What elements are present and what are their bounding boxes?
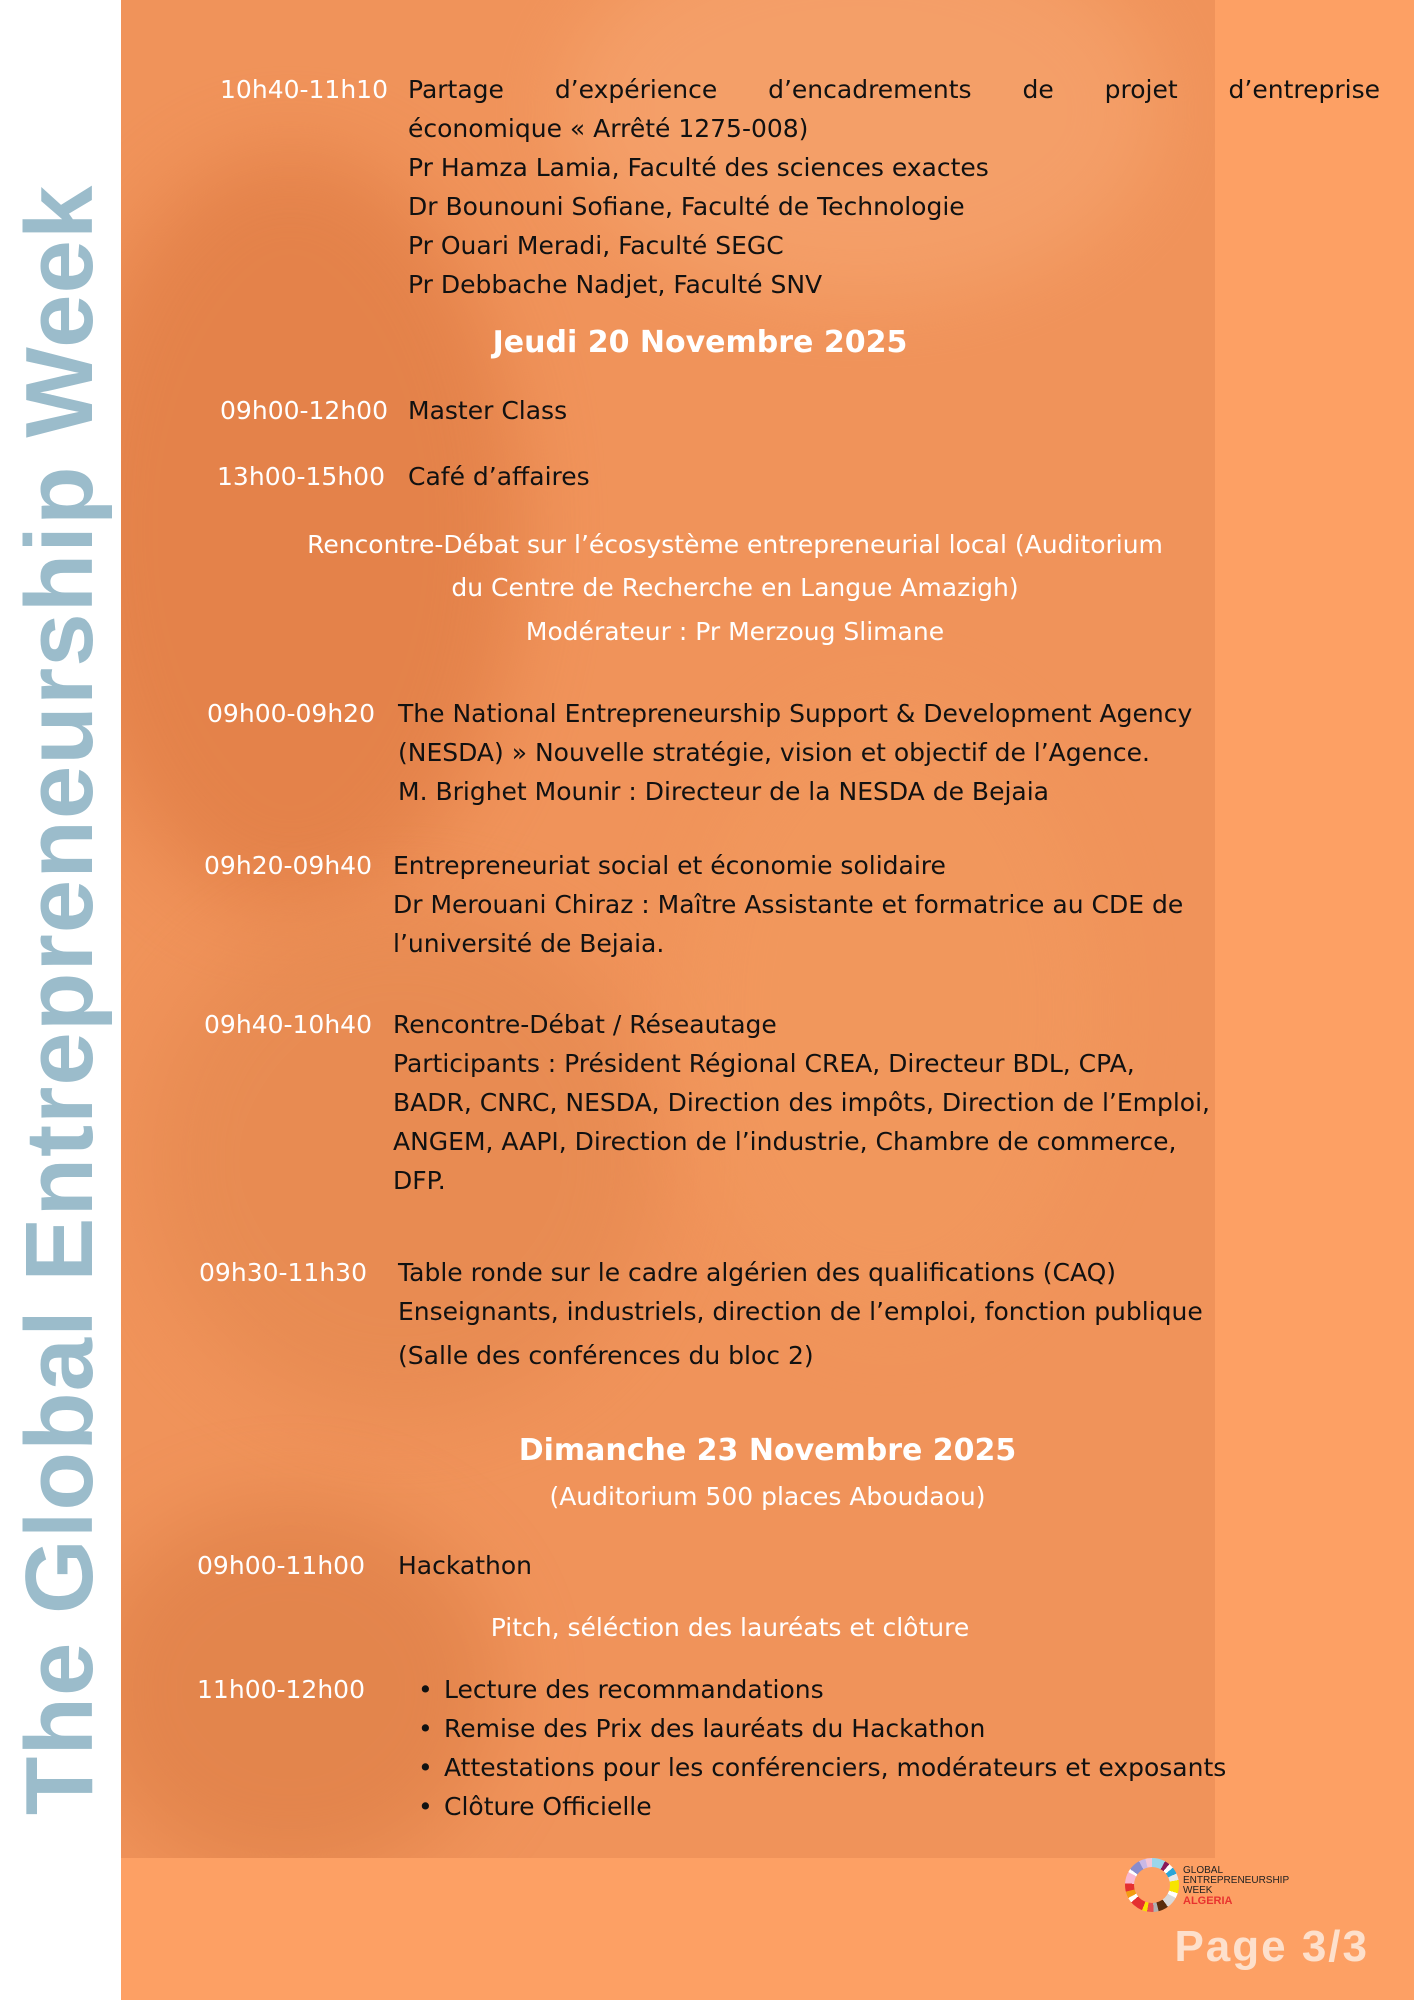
session-title: Partage d’expérience d’encadrements de projet d’entreprise	[408, 75, 1380, 104]
logo-line: ENTREPRENEURSHIP	[1183, 1875, 1290, 1886]
session-title: The National Entrepreneurship Support & Development Agency	[398, 699, 1193, 728]
debate-title: Rencontre-Débat sur l’écosystème entrepreneurial local (Auditorium	[307, 530, 1163, 559]
logo-ring-icon	[1125, 1858, 1179, 1912]
gew-algeria-logo	[1125, 1858, 1315, 1914]
session-title: Entrepreneuriat social et économie solidaire	[393, 851, 946, 880]
session-time: 09h20-09h40	[204, 851, 372, 880]
day-heading: Jeudi 20 Novembre 2025	[492, 325, 908, 360]
day-venue: (Auditorium 500 places Aboudaou)	[549, 1482, 986, 1511]
debate-moderator: Modérateur : Pr Merzoug Slimane	[525, 617, 945, 646]
participants-line: DFP.	[393, 1166, 446, 1195]
page-number: Page 3/3	[1174, 1922, 1369, 1971]
session-time: 11h00-12h00	[197, 1675, 365, 1704]
session-title: Master Class	[408, 396, 568, 425]
day-heading: Dimanche 23 Novembre 2025	[518, 1433, 1017, 1468]
session-time: 10h40-11h10	[220, 75, 388, 104]
session-time: 09h30-11h30	[199, 1258, 367, 1287]
closing-list-item: • Attestations pour les conférenciers, modérateurs et exposants	[412, 1748, 1226, 1787]
closing-list-item: • Clôture Officielle	[412, 1787, 1226, 1826]
session-time: 09h40-10h40	[204, 1010, 372, 1039]
closing-list-item: • Remise des Prix des lauréats du Hackathon	[412, 1709, 1226, 1748]
participants-line: BADR, CNRC, NESDA, Direction des impôts, Direction de l’Emploi,	[393, 1088, 1210, 1117]
speaker-line: Dr Merouani Chiraz : Maître Assistante et formatrice au CDE de	[393, 890, 1184, 919]
speaker-line: l’université de Bejaia.	[393, 929, 665, 958]
logo-text	[1183, 1866, 1289, 1906]
speaker-line: M. Brighet Mounir : Directeur de la NESDA de Bejaia	[398, 777, 1049, 806]
session-line: (NESDA) » Nouvelle stratégie, vision et objectif de l’Agence.	[398, 738, 1150, 767]
session-time: 09h00-09h20	[207, 699, 375, 728]
speaker-line: Pr Hamza Lamia, Faculté des sciences exactes	[408, 153, 989, 182]
session-line: Enseignants, industriels, direction de l’emploi, fonction publique	[398, 1297, 1203, 1326]
closing-list-item: • Lecture des recommandations	[412, 1670, 1226, 1709]
speaker-line: Dr Bounouni Sofiane, Faculté de Technologie	[408, 192, 965, 221]
closing-title: Pitch, séléction des lauréats et clôture	[490, 1613, 970, 1642]
session-time: 09h00-12h00	[220, 396, 388, 425]
sidebar-title: The Global Entrepreneurship Week	[6, 184, 113, 1816]
logo-line: GLOBAL	[1183, 1865, 1224, 1876]
participants-line: Participants : Président Régional CREA, Directeur BDL, CPA,	[393, 1049, 1135, 1078]
session-venue: (Salle des conférences du bloc 2)	[398, 1341, 814, 1370]
session-title: Hackathon	[398, 1551, 533, 1580]
session-title: Café d’affaires	[408, 462, 590, 491]
session-title: Rencontre-Débat / Réseautage	[393, 1010, 777, 1039]
logo-line: WEEK	[1183, 1885, 1213, 1896]
debate-venue: du Centre de Recherche en Langue Amazigh)	[451, 573, 1019, 602]
session-time: 09h00-11h00	[197, 1551, 365, 1580]
session-line: économique « Arrêté 1275-008)	[408, 114, 809, 143]
speaker-line: Pr Debbache Nadjet, Faculté SNV	[408, 270, 823, 299]
session-time: 13h00-15h00	[217, 462, 385, 491]
participants-line: ANGEM, AAPI, Direction de l’industrie, Chambre de commerce,	[393, 1127, 1177, 1156]
session-title: Table ronde sur le cadre algérien des qualifications (CAQ)	[398, 1258, 1117, 1287]
speaker-line: Pr Ouari Meradi, Faculté SEGC	[408, 231, 784, 260]
closing-list	[412, 1670, 1226, 1826]
logo-country: ALGERIA	[1183, 1895, 1233, 1907]
